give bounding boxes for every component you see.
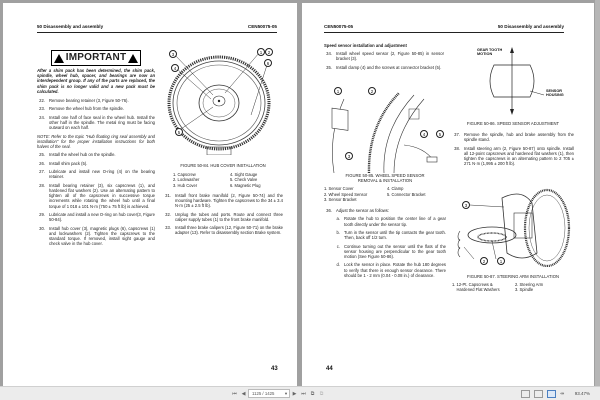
callout-1: 1 — [334, 87, 342, 95]
figure-caption: FIGURE 50-87. STEERING ARM INSTALLATION — [467, 274, 559, 279]
right-column: FIGURE 50-86. SPEED SENSOR ADJUSTMENT 37. Remove the spindle, hub and brake assembly from the spindle stand. 38. Install steering arm (2, Figure 50-87) onto spindle. Install all 12-point capscrews and hardened flat washers (1), then tighten the capscrews in an alternating pattern to 2 705 ± 271 N·m (1,995 ± 200 ft lb). — [452, 121, 574, 167]
callout-2: 2 — [265, 48, 273, 56]
gear-tooth-motion-label: GEAR TOOTH MOTION — [477, 48, 503, 56]
page-header — [324, 24, 564, 33]
callout-3: 3 — [462, 201, 470, 209]
zoom-level[interactable]: 93.47% — [574, 391, 590, 396]
page-number: 44 — [326, 366, 333, 372]
figure-caption: FIGURE 50-86. SPEED SENSOR ADJUSTMENT — [466, 121, 560, 126]
fit-width-icon[interactable]: ⇹ — [560, 390, 565, 397]
figure-legend: 1. Capscrew 4. Sight Gauge 2. Lockwasher 5. Check Valve 3. Hub Cover 6. Magnetic Plug — [173, 172, 261, 188]
steps-25-30: 25. Install the wheel hub on the spindle. 26. Install shim pack (5). 27. Lubricate and install new O-ring (4) on the bearing retainer. 28. Install bearing retainer (3), six capscrews (1), and hardened flat washers (2). Use an alternating pattern to tighten all of the capscrews in successive torque increments while rotating the wheel hub until a final torque of 1 018 ± 101 N·m (750 ± 75 ft lb) is achieved. 29. Lubricate and install a new O-ring on hub cover(3, Figure 50-84). 30. Install hub cover (3), magnetic plugs (6), capscrews (1) and lockwashers (2). Tighten the capscrews to the standard torque. If removed, install sight gauge and check valve in the hub cover. — [39, 152, 155, 247]
page-number: 43 — [271, 366, 278, 372]
header-section: 50 Disassembly and assembly — [37, 24, 104, 29]
header-doc-id: CEN50075-05 — [247, 24, 277, 29]
callout-2: 2 — [368, 87, 376, 95]
right-column: FIGURE 50-84. HUB COVER INSTALLATION 1. Capscrew 4. Sight Gauge 2. Lockwasher 5. Check Valve 3. Hub Cover 6. Magnetic Plug 31. Install front brake manifold (2, Figure 50-74) and the mounting hardware. Tighten the capscrews to the 34 ± 3.4 N·m (25 ± 2.5 ft lb). 32. Unplug the tubes and ports. Route and connect three caliper supply tubes (1) to the front brake manifold. 33. Install three brake calipers (12, Figure 50-71) on the brake adapter (13). Refer to disassembly section Brake system. — [163, 163, 283, 236]
important-text: After a shim pack has been determined, the shim pack, spindle, wheel hub, spacer, and bearings are now an interdependent group. If any of the parts are replaced, the shim pack is no longer valid and a new pack must be calculated. — [37, 68, 155, 94]
callout-4: 4 — [171, 64, 179, 72]
paste-icon[interactable]: ⧉ — [319, 390, 324, 397]
section-title: Speed sensor installation and adjustment — [324, 43, 407, 48]
vertical-scrollbar[interactable] — [595, 0, 600, 386]
warning-icon — [54, 54, 64, 63]
page-number-input[interactable]: 1125 / 1425 ▾ — [248, 389, 290, 398]
figure-legend: 1. Sensor Cover 4. Clamp 2. Wheel Speed Sensor 5. Connector Bracket 3. Sensor Bracket — [324, 186, 426, 202]
two-page-view-button[interactable] — [547, 390, 556, 398]
note: NOTE: Refer to the topic "Hub floating ring seal assembly and installation" for the proper installation instructions for both halves of the seal. — [37, 133, 155, 149]
callout-2: 2 — [480, 257, 488, 265]
important-banner: IMPORTANT — [51, 50, 141, 66]
sensor-housing-label: SENSOR HOUSING — [546, 89, 564, 97]
wheel-speed-sensor-illustration — [324, 85, 446, 173]
callout-3: 3 — [345, 152, 353, 160]
callout-4: 4 — [420, 130, 428, 138]
copy-icon[interactable]: ⧉ — [310, 390, 315, 397]
callout-1: 1 — [497, 257, 505, 265]
continuous-view-button[interactable] — [534, 390, 543, 398]
hub-cover-figure — [163, 43, 283, 155]
figure-caption: FIGURE 50-84. HUB COVER INSTALLATION — [180, 163, 266, 168]
callout-5: 5 — [436, 130, 444, 138]
callout-6: 6 — [264, 59, 272, 67]
figure-legend: 1. 12-Pt. Capscrews & 2. Steering Arm Hardened Flat Washers 3. Spindle — [452, 282, 544, 293]
left-column — [37, 50, 155, 246]
left-column: Speed sensor installation and adjustment 34. Install wheel speed sensor (2, Figure 50-85) in sensor bracket (3). 35. Install clamp (4) and the screws at connector bracket (5). — [324, 43, 444, 70]
steps-22-24: 22. Remove bearing retainer (3, Figure 50-76). 23. Remove the wheel hub from the spindle. 24. Install one half of face seal in the wheel hub. Install the other half in the spindle. The metal ring must be facing outward on each half. — [39, 98, 155, 131]
last-page-icon[interactable]: ⏭ — [301, 390, 306, 397]
page-dropdown-icon[interactable]: ▾ — [284, 391, 287, 396]
steering-arm-illustration — [452, 183, 574, 267]
next-page-icon[interactable]: ▶ — [292, 390, 297, 397]
page-44 — [302, 3, 594, 386]
page-header — [37, 24, 277, 33]
substeps: a. Rotate the hub to position the center line of a gear tooth directly under the sensor tip. b. Turn in the sensor until the tip contacts the gear tooth. Then, back off 1/2 turn. c. Continue turning out the sensor until the flats of the sensor housing are perpendicular to the gear tooth motion (See Figure 50-86). d. Lock the sensor in place. Rotate the hub 180 degrees to verify that there is enough sensor clearance. There should be 1 - 2 mm (0.04 - 0.08 in.) of clearance. — [336, 216, 446, 278]
header-doc-id: CEN50075-05 — [324, 24, 354, 29]
prev-page-icon[interactable]: ◀ — [241, 390, 246, 397]
page-43 — [3, 3, 297, 386]
wheel-speed-sensor-figure — [324, 85, 446, 173]
figure-caption: FIGURE 50-85. WHEEL SPEED SENSOR — [345, 173, 425, 178]
steering-arm-figure — [452, 183, 574, 267]
speed-sensor-adjustment-figure — [472, 45, 572, 115]
warning-icon — [128, 54, 138, 63]
single-page-view-button[interactable] — [521, 390, 530, 398]
first-page-icon[interactable]: ⏮ — [232, 390, 237, 397]
callout-3: 3 — [169, 50, 177, 58]
header-section: 50 Disassembly and assembly — [497, 24, 564, 29]
callout-5: 5 — [175, 128, 183, 136]
callout-1: 1 — [257, 48, 265, 56]
right-column-lower — [452, 274, 574, 293]
viewer-toolbar — [0, 386, 600, 400]
left-column-lower: FIGURE 50-85. WHEEL SPEED SENSOR REMOVAL & INSTALLATION 1. Sensor Cover 4. Clamp 2. Wheel Speed Sensor 5. Connector Bracket 3. Sensor Bracket 36. Adjust the sensor as follows: a. Rotate the hub to position the center line of a gear tooth directly under the sensor tip. b. Turn in the sensor until the tip contacts the gear tooth. Then, back off 1/2 turn. c. Continue turning out the sensor until the flats of the sensor housing are perpendicular to the gear tooth motion (See Figure 50-86). d. Lock the sensor in place. Rotate the hub 180 degrees to verify that there is enough sensor clearance. There should be 1 - 2 mm (0.04 - 0.08 in.) of clearance. — [324, 173, 446, 278]
